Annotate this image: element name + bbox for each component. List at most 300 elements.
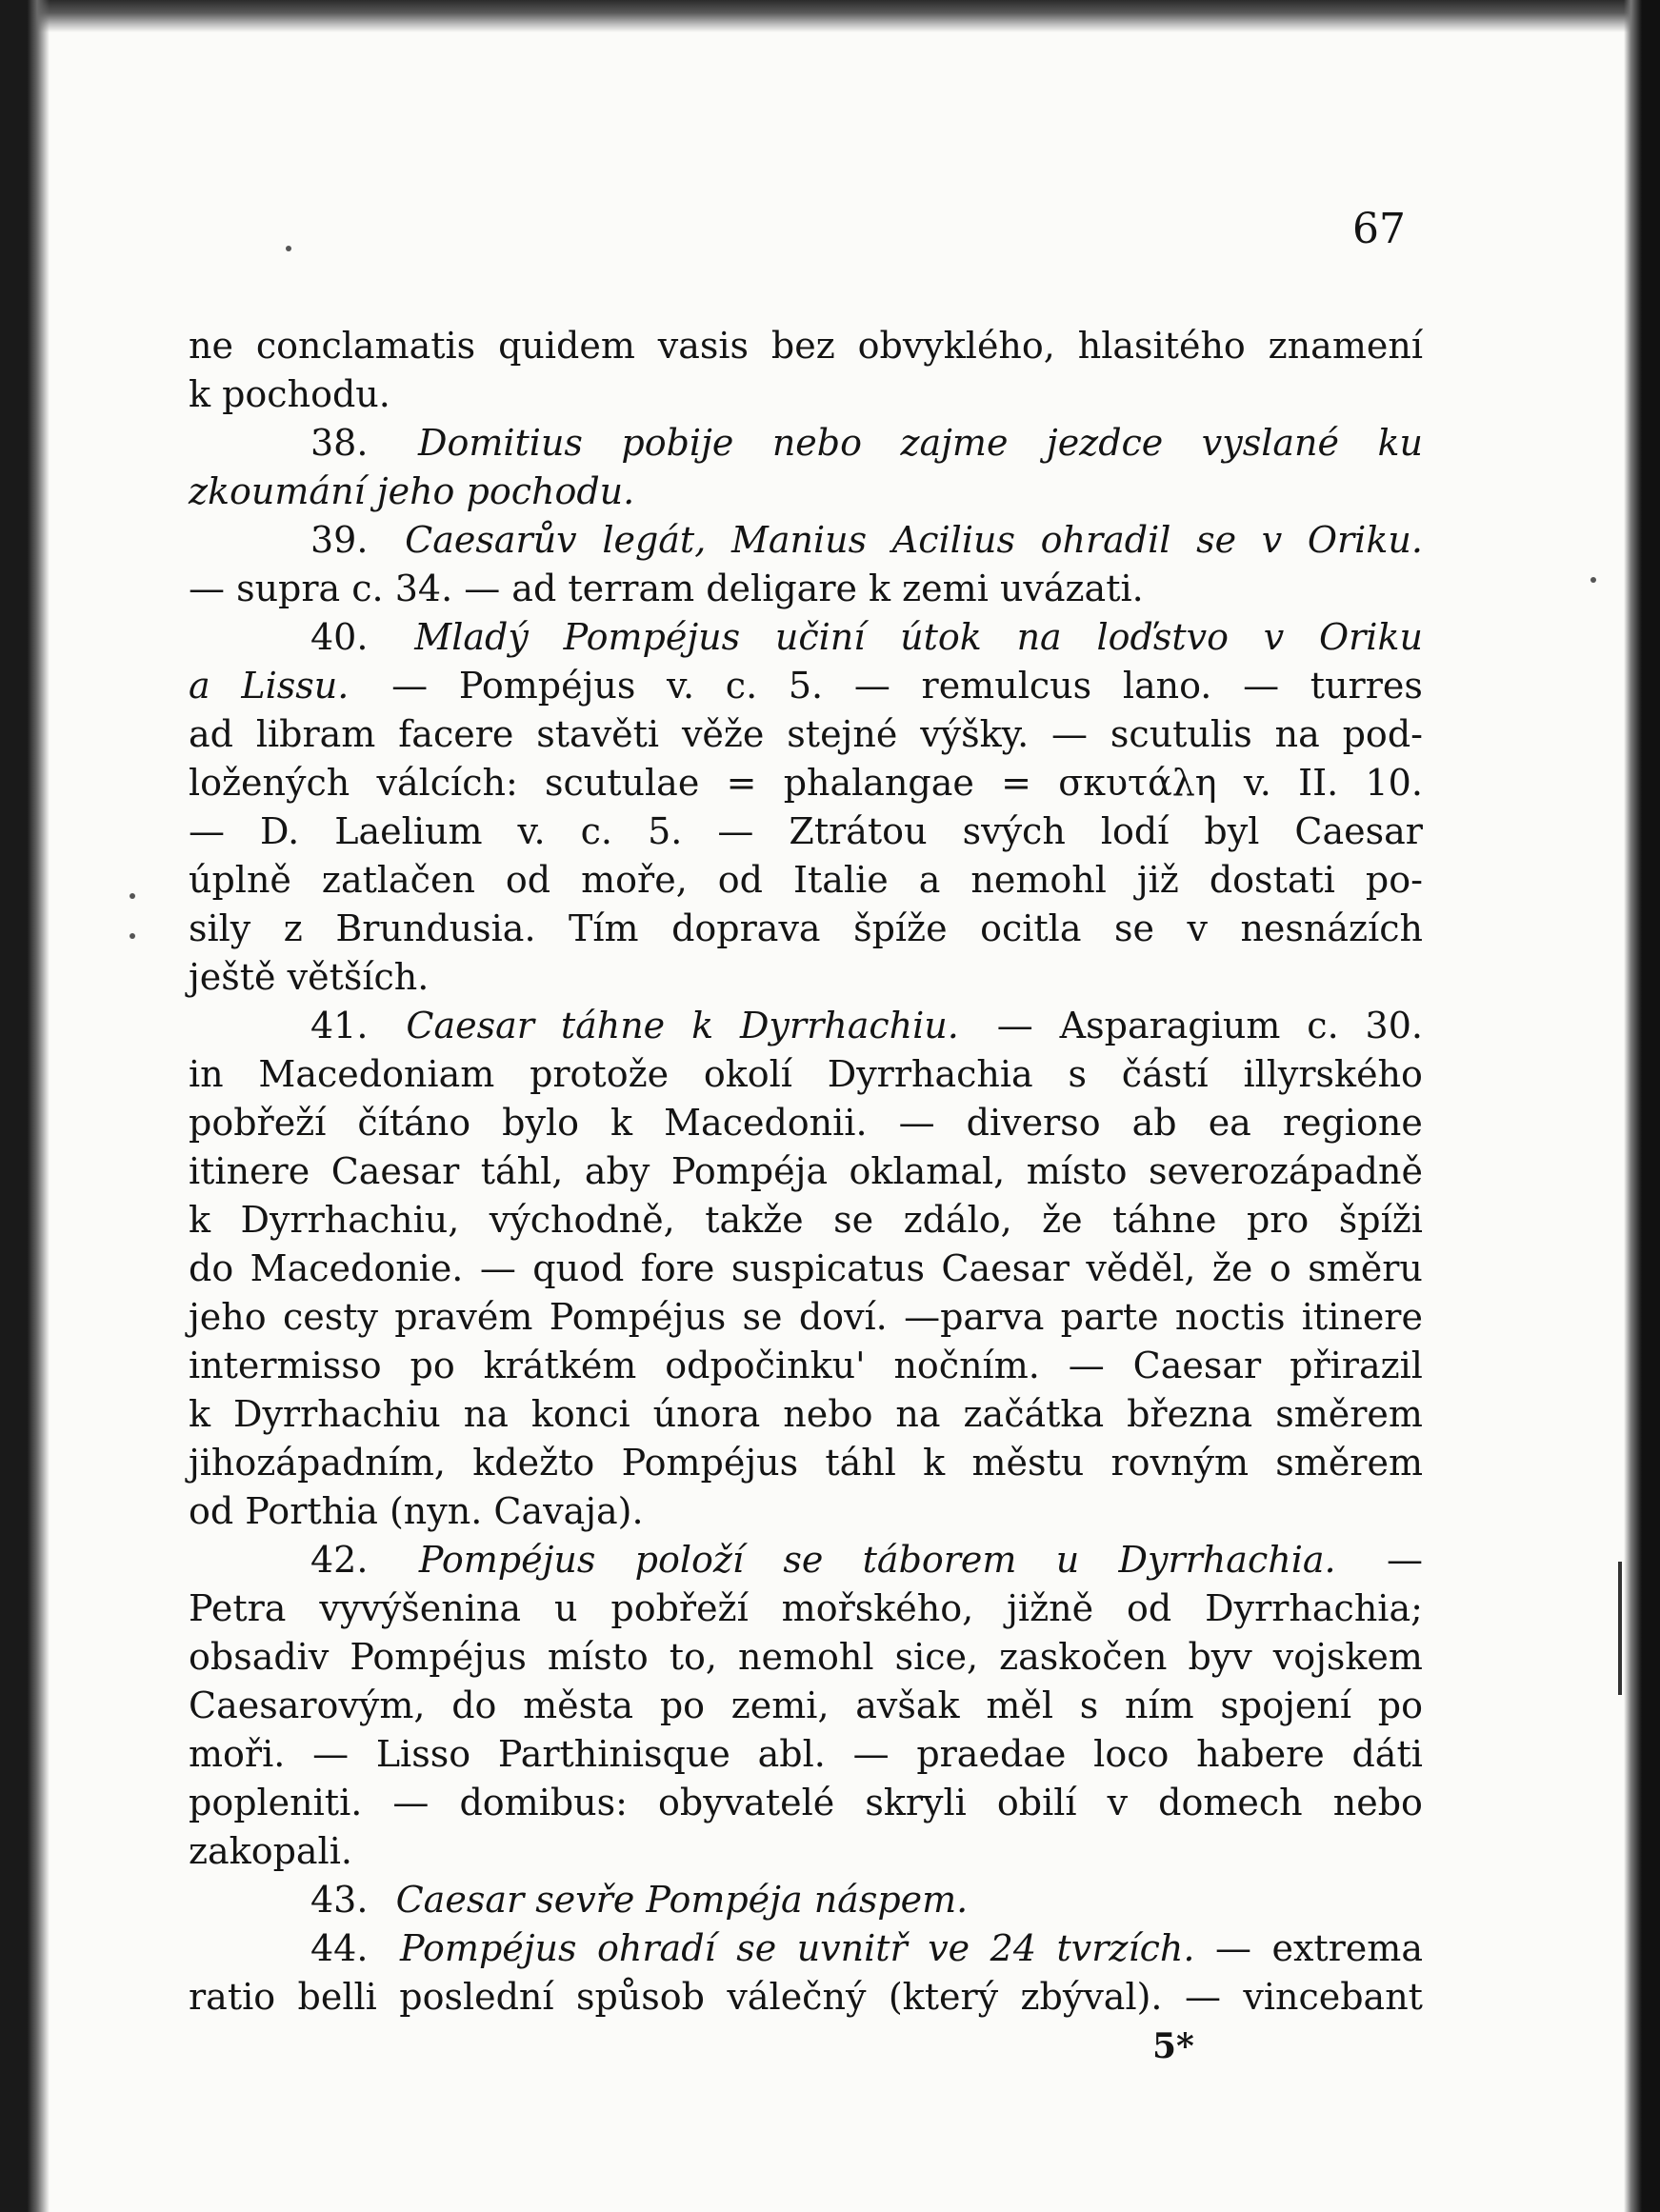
text-word: částí (1121, 1053, 1209, 1095)
text-word: vyslané (1201, 422, 1339, 464)
scan-speck (1590, 577, 1596, 583)
text-word: aby (584, 1150, 650, 1192)
text-word: táhne (560, 1005, 666, 1046)
text-word: Caesar (406, 1005, 534, 1046)
text-word: in (189, 1053, 224, 1095)
text-word: stavěti (536, 713, 660, 755)
text-word: Lisso (375, 1733, 471, 1775)
text-word: jezdce (1046, 422, 1164, 464)
text-word: regione (1282, 1102, 1423, 1144)
text-word: to, (669, 1636, 717, 1678)
text-word: Dyrrhachia (827, 1053, 1033, 1095)
text-word: Dyrrhachia; (1205, 1587, 1423, 1629)
text-word: doprava (671, 907, 821, 949)
text-word: zajme (900, 422, 1009, 464)
text-word: válcích: (376, 762, 518, 804)
text-word: nočním. (893, 1345, 1040, 1386)
text-word: k pochodu. (189, 373, 390, 415)
text-word: o (1269, 1247, 1291, 1289)
text-word: Pompéjus (549, 1296, 727, 1338)
text-word: sice, (894, 1636, 979, 1678)
text-word: 30. (1365, 1005, 1423, 1046)
text-word: libram (255, 713, 376, 755)
text-word: c. (725, 665, 758, 707)
text-word: Pompéjus (621, 1442, 799, 1484)
scan-speck (130, 933, 135, 939)
text-word: 44. (310, 1927, 380, 1969)
text-word: zakopali. (189, 1830, 352, 1872)
text-word: ním (1125, 1684, 1194, 1726)
text-line (189, 1536, 1423, 1584)
text-word: popleniti. (189, 1782, 363, 1823)
text-word: Brundusia. (335, 907, 536, 949)
text-word: 43. (310, 1879, 380, 1921)
text-word: dáti (1351, 1733, 1423, 1775)
text-line (189, 1876, 1423, 1924)
text-word: cesty (282, 1296, 378, 1338)
text-word: 38. (310, 422, 380, 464)
text-word: Domitius (417, 422, 583, 464)
text-word: jihozápadním, (189, 1442, 447, 1484)
text-word: s (1068, 1053, 1088, 1095)
text-word: extrema (1271, 1927, 1423, 1969)
text-word: quidem (498, 325, 635, 367)
text-line (189, 1390, 1423, 1439)
text-word: v (1263, 616, 1285, 658)
text-word: vasis (657, 325, 750, 367)
text-word: se (742, 1296, 783, 1338)
text-word: od Porthia (nyn. Cavaja). (189, 1490, 644, 1532)
text-word: válečný (727, 1976, 867, 2018)
text-word: spůsob (575, 1976, 705, 2018)
text-word: Dyrrhachiu. (739, 1005, 959, 1046)
text-word: Pompéjus (563, 616, 741, 658)
text-word: v (1107, 1782, 1129, 1823)
text-word: Caesarovým, (189, 1684, 426, 1726)
text-word: Caesarův (405, 519, 577, 561)
text-line (189, 662, 1423, 710)
text-word: se (783, 1539, 824, 1581)
text-word: Caesar sevře Pompéja náspem. (395, 1879, 969, 1921)
text-word: protože (530, 1053, 670, 1095)
text-word: a (918, 859, 941, 901)
text-word: nesnázích (1240, 907, 1423, 949)
text-word: po (1377, 1684, 1423, 1726)
text-word: Laelium (334, 810, 483, 852)
text-word: — supra c. 34. — ad terram deligare k zemi uvázati. (189, 568, 1144, 609)
text-word: obilí (996, 1782, 1077, 1823)
text-word: pobije (621, 422, 734, 464)
text-word: Caesar (330, 1150, 460, 1192)
text-word: c. (580, 810, 613, 852)
text-word: zemi, (730, 1684, 830, 1726)
text-word: v. (517, 810, 546, 852)
text-word: oklamal, (849, 1150, 1006, 1192)
text-line (189, 759, 1423, 807)
text-word: nebo (783, 1393, 873, 1435)
text-word: se (1196, 519, 1237, 561)
page-number: 67 (1352, 205, 1406, 253)
text-word: itinere (1301, 1296, 1423, 1338)
text-word: položí (634, 1539, 745, 1581)
text-word: pobřeží (610, 1587, 749, 1629)
text-word: — (852, 1733, 890, 1775)
text-word: sily (189, 907, 251, 949)
text-word: na (895, 1393, 941, 1435)
text-word: D. (260, 810, 300, 852)
text-word: 42. (310, 1539, 380, 1581)
text-word: — (1184, 1976, 1221, 2018)
text-word: lano. (1122, 665, 1212, 707)
text-word: Tím (569, 907, 639, 949)
text-word: — (189, 810, 225, 852)
text-word: Lissu. (241, 665, 350, 707)
text-line (189, 1002, 1423, 1050)
text-word: do (451, 1684, 497, 1726)
text-word: 5. (788, 665, 824, 707)
text-word: konci (530, 1393, 630, 1435)
text-word: směrem (1275, 1442, 1423, 1484)
text-word: v (1261, 519, 1283, 561)
text-word: turres (1310, 665, 1423, 707)
text-word: II. (1298, 762, 1339, 804)
text-word: Oriku. (1307, 519, 1423, 561)
text-word: = (726, 762, 757, 804)
text-word: facere (398, 713, 514, 755)
text-word: Macedonii. (664, 1102, 868, 1144)
text-word: σκυτάλη (1058, 762, 1217, 804)
text-word: ratio (189, 1976, 276, 2018)
text-word: hlasitého (1077, 325, 1246, 367)
text-word: k (923, 1442, 946, 1484)
text-word: přirazil (1290, 1345, 1423, 1386)
text-word: dostati (1209, 859, 1335, 901)
text-line (189, 953, 1423, 1002)
text-word: z (283, 907, 303, 949)
text-word: po- (1365, 859, 1423, 901)
text-word: a (189, 665, 210, 707)
text-word: abl. (757, 1733, 826, 1775)
text-word: nebo (771, 422, 862, 464)
text-word: města (523, 1684, 634, 1726)
text-word: 41. (310, 1005, 380, 1046)
text-line (189, 1827, 1423, 1876)
text-word: — (312, 1733, 350, 1775)
text-word: conclamatis (255, 325, 476, 367)
text-word: věže (681, 713, 765, 755)
text-word: ea (1208, 1102, 1251, 1144)
text-word: byl (1204, 810, 1260, 852)
text-word: směru (1308, 1247, 1423, 1289)
text-word: — (1243, 665, 1280, 707)
text-word: mořského, (781, 1587, 974, 1629)
text-word: moře, (581, 859, 688, 901)
text-word: bylo (502, 1102, 579, 1144)
text-word: vojskem (1272, 1636, 1423, 1678)
text-line (189, 1293, 1423, 1342)
text-word: Macedonie. (250, 1247, 464, 1289)
text-word: loco (1093, 1733, 1170, 1775)
text-word: Pompéjus (418, 1539, 596, 1581)
text-line (189, 1245, 1423, 1293)
text-word: — (1068, 1345, 1105, 1386)
text-word: k (691, 1005, 714, 1046)
text-line (189, 905, 1423, 953)
text-word: k (610, 1102, 633, 1144)
text-word: směrem (1275, 1393, 1423, 1435)
text-word: ne (189, 325, 233, 367)
text-word: od (717, 859, 763, 901)
text-word: pravém (394, 1296, 533, 1338)
text-word: u (1055, 1539, 1080, 1581)
text-word: že (1211, 1247, 1253, 1289)
text-word: obvyklého, (857, 325, 1055, 367)
text-word: severozápadně (1149, 1150, 1423, 1192)
text-line (189, 1779, 1423, 1827)
text-word: výšky. (920, 713, 1030, 755)
text-word: avšak (855, 1684, 960, 1726)
text-word: Pompéjus (350, 1636, 527, 1678)
text-line (189, 468, 1423, 516)
text-word: legát, (602, 519, 707, 561)
text-word: do (189, 1247, 234, 1289)
text-word: svých (962, 810, 1066, 852)
text-word: — (853, 665, 890, 707)
text-word: — (717, 810, 754, 852)
text-line (189, 1050, 1423, 1099)
text-word: domibus: (459, 1782, 628, 1823)
text-word: Dyrrhachiu, (240, 1199, 460, 1241)
text-word: východně, (489, 1199, 675, 1241)
text-word: illyrského (1243, 1053, 1423, 1095)
text-word: intermisso (189, 1345, 382, 1386)
text-line (189, 322, 1423, 370)
text-word: — (1051, 713, 1089, 755)
text-word: táhl (825, 1442, 896, 1484)
text-word: obsadiv (189, 1636, 330, 1678)
text-line (189, 565, 1423, 613)
text-word: Parthinisque (497, 1733, 730, 1775)
text-word: moři. (189, 1733, 286, 1775)
text-word: Macedoniam (258, 1053, 495, 1095)
text-word: ocitla (980, 907, 1082, 949)
text-line (189, 807, 1423, 856)
text-word: diverso (966, 1102, 1101, 1144)
text-word: začátka (963, 1393, 1105, 1435)
text-word: Oriku (1318, 616, 1423, 658)
text-word: scutulae (545, 762, 700, 804)
text-line (189, 856, 1423, 905)
text-word: znamení (1268, 325, 1423, 367)
text-word: Caesar (1132, 1345, 1262, 1386)
text-word: věděl, (1086, 1247, 1196, 1289)
text-word: byv (1188, 1636, 1252, 1678)
text-word: zdálo, (903, 1199, 1012, 1241)
text-word: na (1016, 616, 1062, 658)
text-line (189, 1147, 1423, 1196)
text-word: praedae (916, 1733, 1067, 1775)
text-line (189, 1730, 1423, 1779)
text-line (189, 1099, 1423, 1147)
text-word: po (659, 1684, 706, 1726)
text-word: úplně (189, 859, 291, 901)
text-word: ve (928, 1927, 970, 1969)
text-word: — (479, 1247, 516, 1289)
text-line (189, 1924, 1423, 1973)
text-word: odpočinku' (665, 1345, 866, 1386)
text-word: skryli (865, 1782, 967, 1823)
text-word: zbýval). (1020, 1976, 1163, 2018)
scan-artifact (1618, 1562, 1622, 1695)
text-word: belli (297, 1976, 377, 2018)
text-word: pod- (1342, 713, 1423, 755)
text-word: — (898, 1102, 935, 1144)
text-word: quod (532, 1247, 625, 1289)
text-word: útok (900, 616, 982, 658)
text-word: táhne (1112, 1199, 1217, 1241)
text-word: jeho (189, 1296, 267, 1338)
text-word: se (1113, 907, 1154, 949)
text-word: stejné (787, 713, 898, 755)
scan-speck (130, 893, 135, 899)
scan-right-edge (1624, 0, 1660, 2212)
text-word: — (1374, 1539, 1423, 1581)
text-word: března (1127, 1393, 1253, 1435)
text-word: na (463, 1393, 509, 1435)
text-word: špíži (1338, 1199, 1423, 1241)
text-word: Asparagium (1059, 1005, 1281, 1046)
scan-speck (286, 246, 291, 251)
text-word: ad (189, 713, 233, 755)
text-word: — (392, 1782, 430, 1823)
text-word: měl (986, 1684, 1054, 1726)
text-word: phalangae (783, 762, 974, 804)
text-word: ku (1377, 422, 1423, 464)
text-word: zkoumání jeho pochodu. (189, 470, 635, 512)
text-word: se (736, 1927, 777, 1969)
text-word: vyvýšenina (319, 1587, 522, 1629)
text-word: že (1042, 1199, 1083, 1241)
text-word: Ztrátou (789, 810, 928, 852)
text-word: krátkém (483, 1345, 637, 1386)
text-word: od (505, 859, 551, 901)
text-word: února (652, 1393, 761, 1435)
text-word: v. (1243, 762, 1271, 804)
text-word: noctis (1174, 1296, 1286, 1338)
text-word: loďstvo (1096, 616, 1229, 658)
body-text (189, 322, 1423, 2022)
text-word: suspicatus (730, 1247, 925, 1289)
text-line (189, 1487, 1423, 1536)
text-line (189, 710, 1423, 759)
text-word: Dyrrhachia. (1118, 1539, 1336, 1581)
text-word: pobřeží (189, 1102, 327, 1144)
text-word: Pompéja (670, 1150, 829, 1192)
text-word: rovným (1110, 1442, 1250, 1484)
text-word: fore (640, 1247, 715, 1289)
text-word: doví. (798, 1296, 888, 1338)
text-word: místo (1026, 1150, 1128, 1192)
text-word: pro (1246, 1199, 1310, 1241)
text-word: — (1214, 1927, 1251, 1969)
text-line (189, 1439, 1423, 1487)
text-word: okolí (703, 1053, 792, 1095)
text-word: poslední (399, 1976, 554, 2018)
text-word: učiní (774, 616, 866, 658)
text-line (189, 1682, 1423, 1730)
text-word: — (380, 665, 429, 707)
text-word: Petra (189, 1587, 287, 1629)
text-word: kdežto (472, 1442, 595, 1484)
text-word: 24 (990, 1927, 1037, 1969)
text-word: u (553, 1587, 578, 1629)
scan-left-edge (0, 0, 50, 2212)
text-line (189, 1342, 1423, 1390)
text-word: Acilius (891, 519, 1015, 561)
text-word: s (1079, 1684, 1099, 1726)
text-word: po (410, 1345, 455, 1386)
text-word: vincebant (1243, 1976, 1423, 2018)
text-word: Caesar (941, 1247, 1070, 1289)
text-word: Dyrrhachiu (233, 1393, 441, 1435)
text-word: nebo (1332, 1782, 1423, 1823)
text-word: c. (1307, 1005, 1339, 1046)
text-word: zaskočen (999, 1636, 1168, 1678)
text-word: se (833, 1199, 874, 1241)
text-word: domech (1158, 1782, 1303, 1823)
text-word: v (1187, 907, 1208, 949)
text-word: 39. (310, 519, 380, 561)
text-word: bez (770, 325, 835, 367)
text-word: itinere (189, 1150, 310, 1192)
text-word: k (189, 1393, 211, 1435)
text-word: takže (705, 1199, 804, 1241)
text-word: spojení (1220, 1684, 1352, 1726)
text-word: scutulis (1110, 713, 1252, 755)
text-word: 40. (310, 616, 380, 658)
text-word: ložených (189, 762, 350, 804)
text-word: lodí (1100, 810, 1170, 852)
text-word: — (985, 1005, 1033, 1046)
text-line (189, 1584, 1423, 1633)
text-word: místo (547, 1636, 649, 1678)
text-word: jižně (1007, 1587, 1094, 1629)
text-word: obyvatelé (658, 1782, 835, 1823)
text-word: 5. (648, 810, 683, 852)
text-word: nemohl (738, 1636, 874, 1678)
text-word: táborem (862, 1539, 1017, 1581)
text-word: v. (667, 665, 695, 707)
text-word: uvnitř (796, 1927, 908, 1969)
text-word: od (1127, 1587, 1172, 1629)
scan-top-edge (0, 0, 1660, 32)
text-word: ohradil (1040, 519, 1171, 561)
text-word: již (1136, 859, 1179, 901)
text-word: Pompéjus (458, 665, 636, 707)
text-word: městu (971, 1442, 1085, 1484)
text-word: tvrzích. (1056, 1927, 1195, 1969)
text-word: k (189, 1199, 211, 1241)
text-word: nemohl (970, 859, 1107, 901)
text-word: = (1001, 762, 1031, 804)
text-word: na (1274, 713, 1320, 755)
text-word: parte (1060, 1296, 1159, 1338)
text-word: Pompéjus (400, 1927, 577, 1969)
text-word: špíže (853, 907, 948, 949)
text-word: zatlačen (321, 859, 475, 901)
text-word: táhl, (480, 1150, 564, 1192)
text-word: ab (1131, 1102, 1177, 1144)
